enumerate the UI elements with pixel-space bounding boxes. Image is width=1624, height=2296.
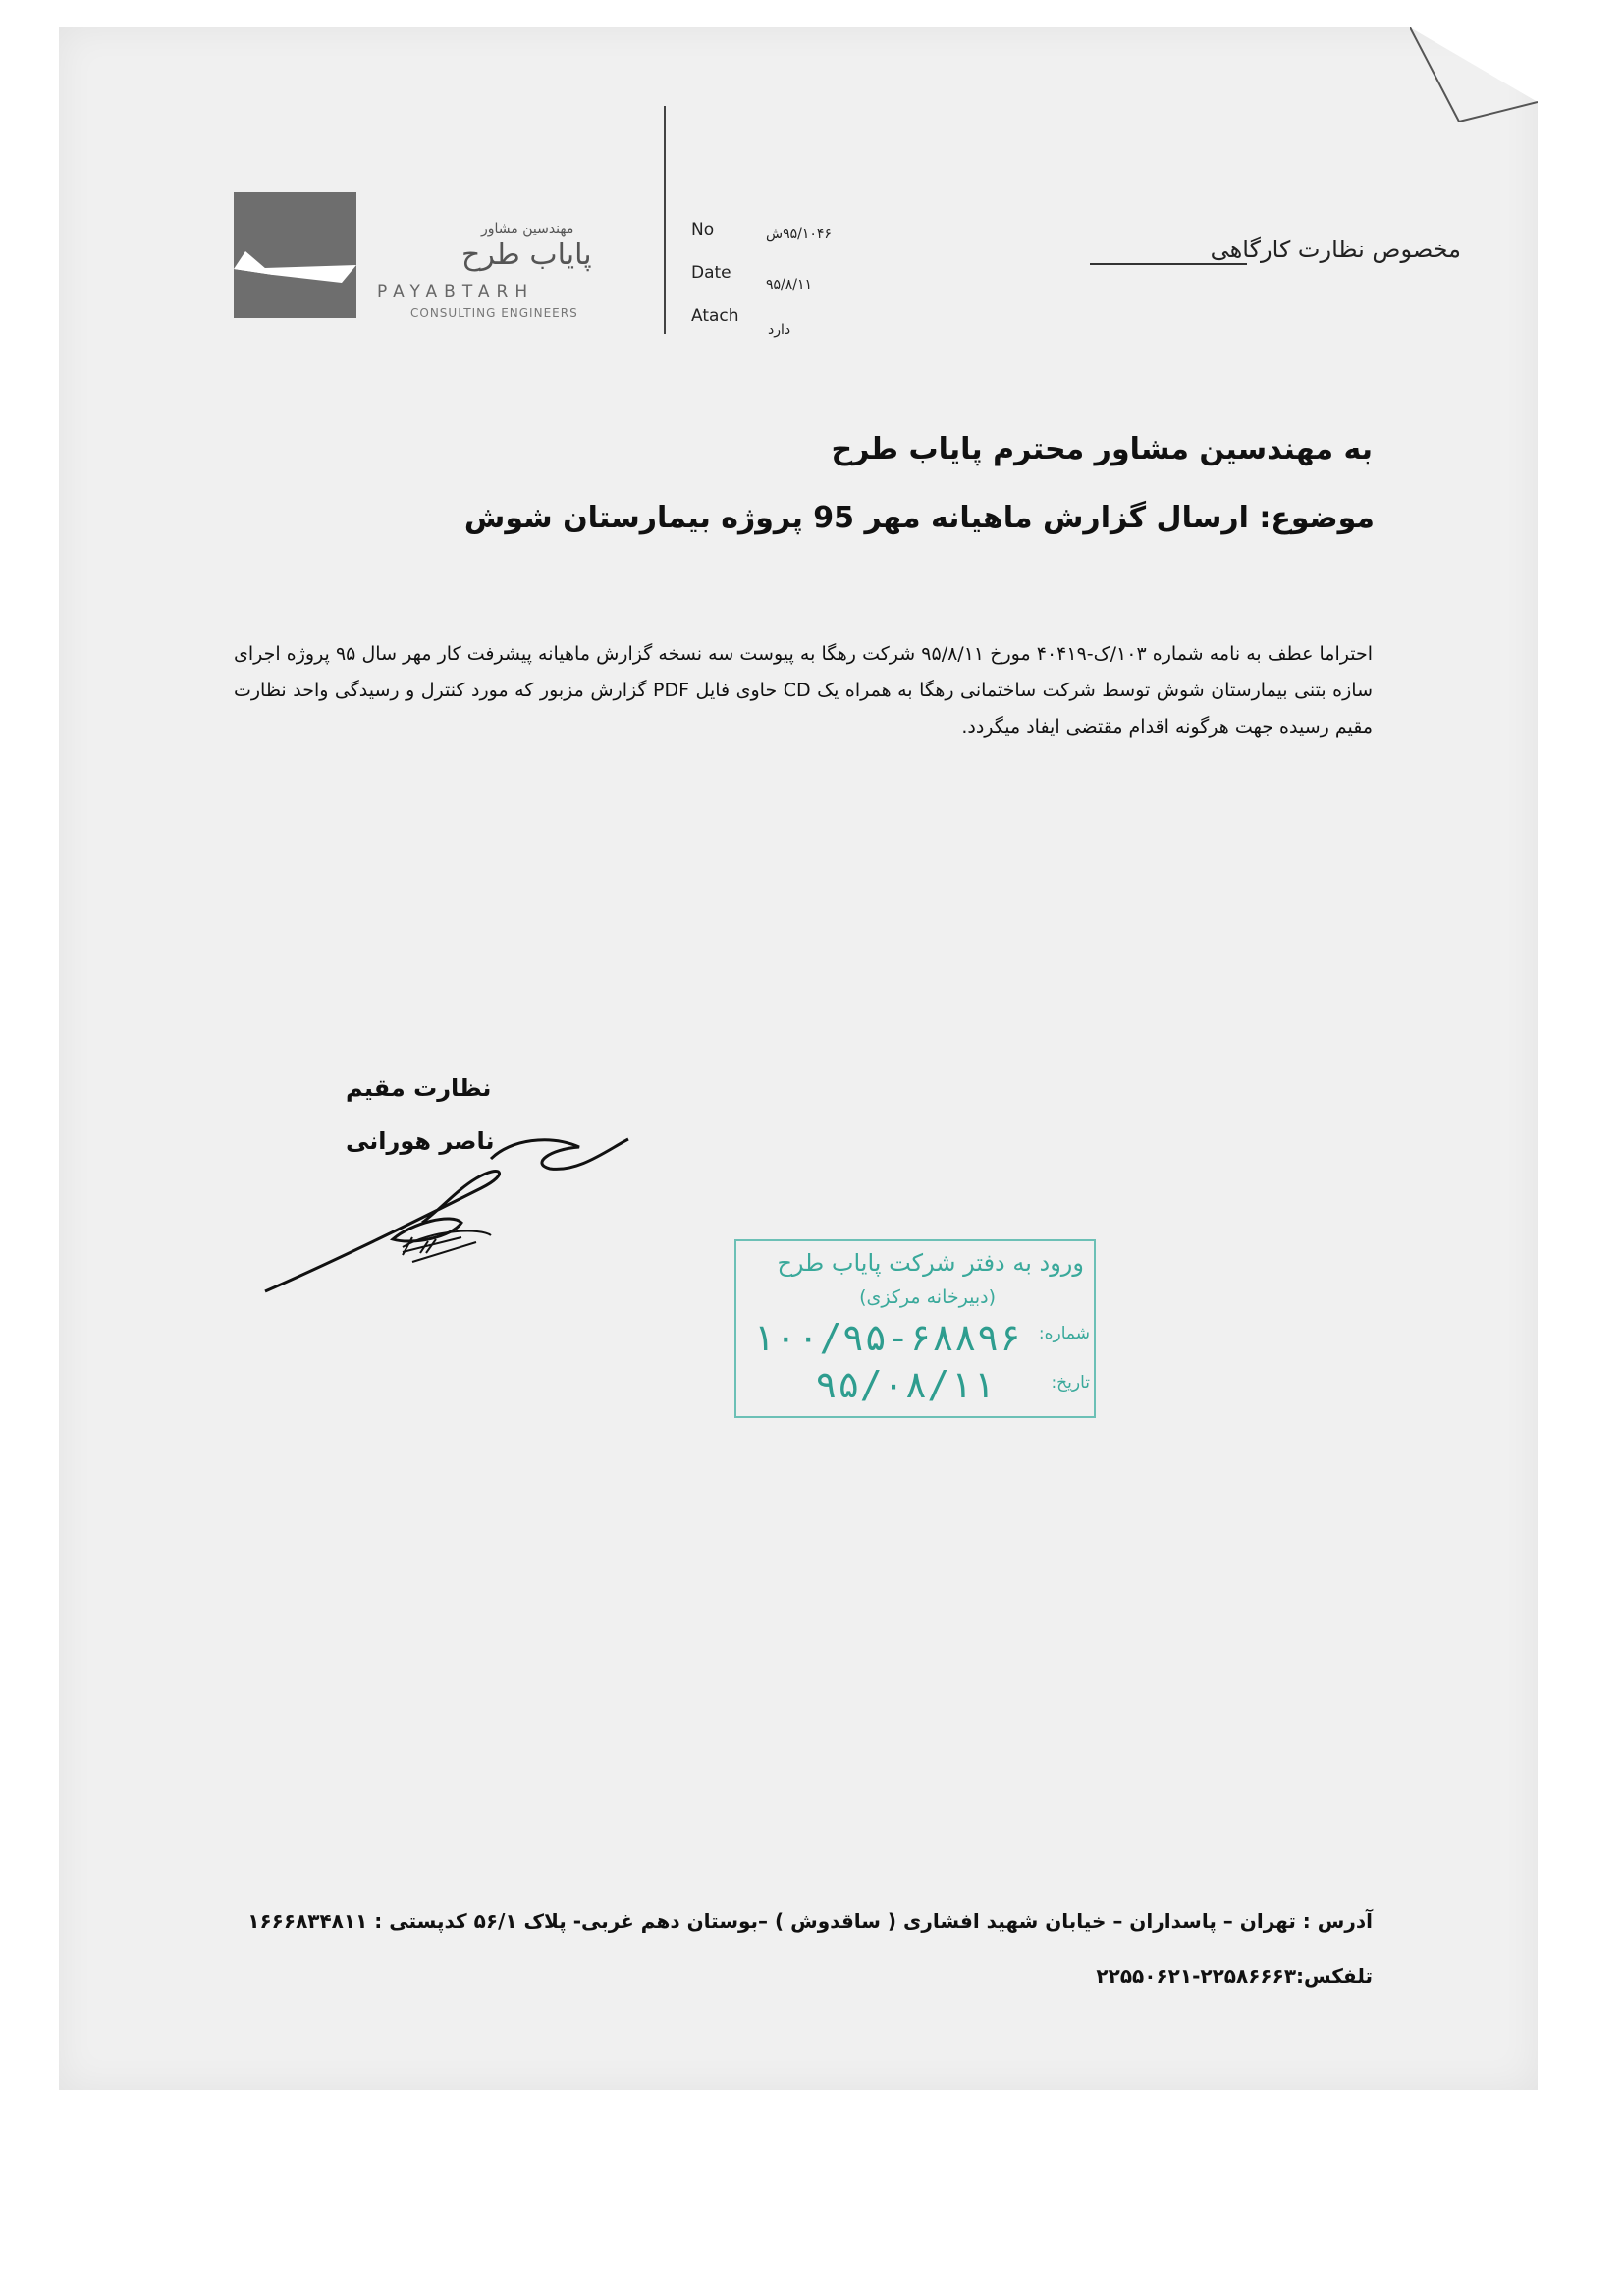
footer-address: آدرس : تهران – پاسداران – خیابان شهید افشاری ( ساقدوش ) –بوستان دهم غربی- پلاک ۵۶/۱ کدپستی : ۱۶۶۶۸۳۴۸۱۱ <box>247 1909 1373 1933</box>
header-special-note: مخصوص نظارت کارگاهی <box>1210 236 1461 263</box>
footer-fax: تلفکس:۲۲۵۸۶۶۶۳-۲۲۵۵۰۶۲۱ <box>1096 1964 1373 1988</box>
logo-en-name: PAYABTARH <box>377 282 535 301</box>
addressee: به مهندسین مشاور محترم پایاب طرح <box>831 432 1373 466</box>
stamp-date-label: تاریخ: <box>1051 1373 1090 1393</box>
logo-mark <box>234 192 356 318</box>
stamp-line2: (دبیرخانه مرکزی) <box>859 1286 996 1308</box>
logo-en-sub: CONSULTING ENGINEERS <box>410 306 578 320</box>
logo-fa-small: مهندسین مشاور <box>481 221 574 237</box>
receipt-stamp <box>734 1239 1096 1418</box>
header-underline <box>1090 263 1247 265</box>
logo-fa-large: پایاب طرح <box>461 238 592 272</box>
no-label: No <box>691 220 715 240</box>
handwritten-signature <box>255 1129 638 1296</box>
signer-title: نظارت مقیم <box>346 1074 492 1102</box>
stamp-date-value: ۹۵/۰۸/۱۱ <box>815 1363 996 1406</box>
stamp-number-label: شماره: <box>1038 1324 1090 1343</box>
stamp-number-value: ۱۰۰/۹۵-۶۸۸۹۶ <box>752 1316 1022 1359</box>
page-fold-corner <box>1410 27 1538 122</box>
letterhead-divider <box>664 106 666 334</box>
subject-line: موضوع: ارسال گزارش ماهیانه مهر 95 پروژه بیمارستان شوش <box>463 501 1375 535</box>
letter-body: احتراما عطف به نامه شماره ۱۰۳/ک-۴۰۴۱۹ مورخ ۹۵/۸/۱۱ شرکت رهگا به پیوست سه نسخه گزارش ماهیانه پیشرفت کار مهر سال ۹۵ پروژه اجرای سازه بتنی بیمارستان شوش توسط شرکت ساختمانی رهگا به همراه یک CD حاوی فایل PDF گزارش مزبور که مورد کنترل و رسیدگی واحد نظارت مقیم رسیده جهت هرگونه اقدام مقتضی ایفاد میگردد. <box>234 643 1374 738</box>
document-sheet <box>59 27 1538 2090</box>
date-value: ۹۵/۸/۱۱ <box>766 277 813 293</box>
no-value: ۹۵/۱۰۴۶ش <box>766 226 832 242</box>
signer-name: ناصر هورانی <box>346 1127 495 1155</box>
attach-label: Atach <box>691 306 739 326</box>
attach-value: دارد <box>768 322 791 338</box>
date-label: Date <box>691 263 731 283</box>
stamp-line1: ورود به دفتر شرکت پایاب طرح <box>777 1249 1084 1277</box>
